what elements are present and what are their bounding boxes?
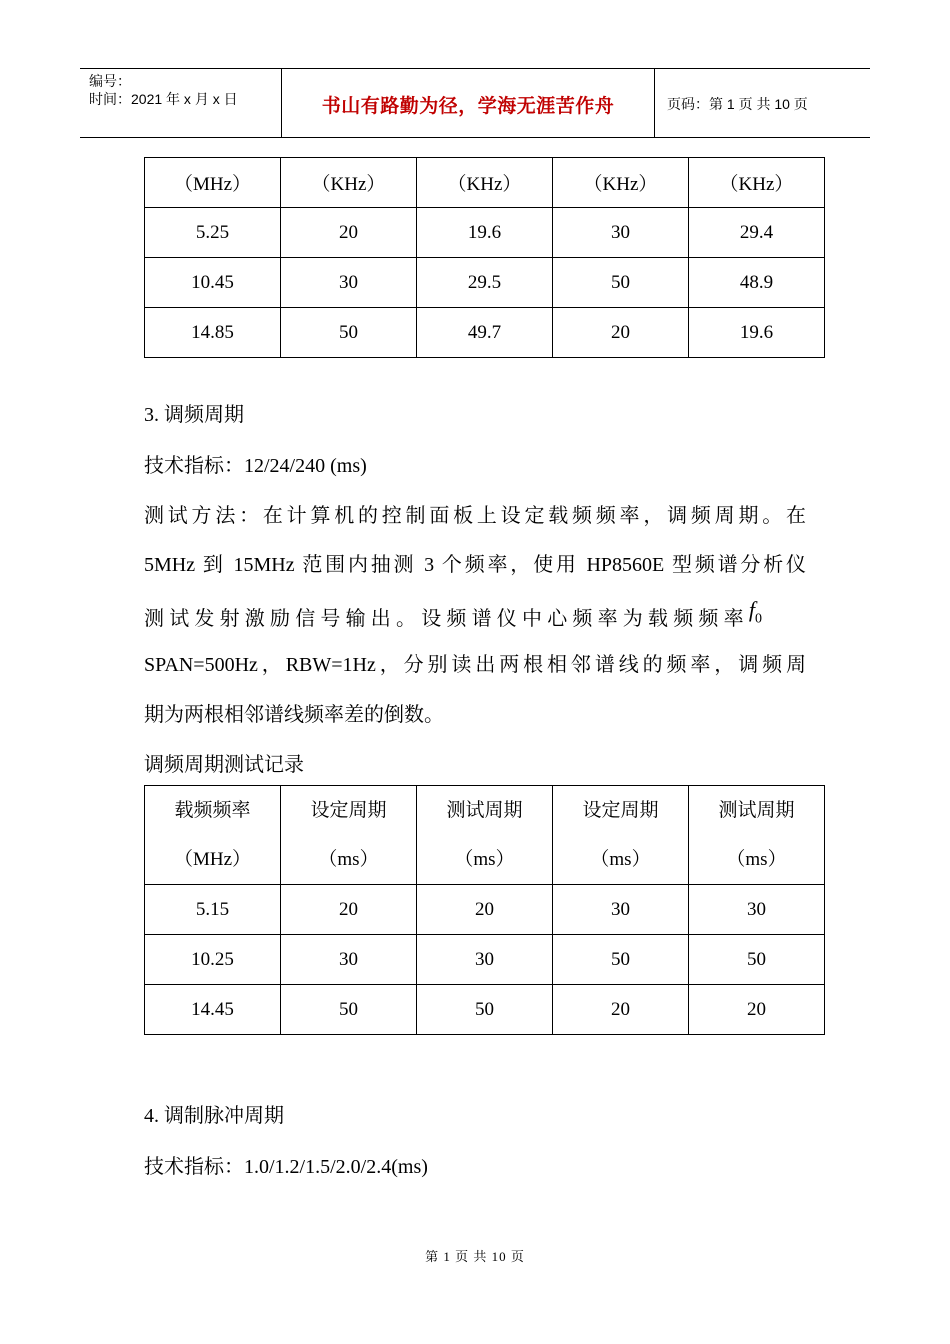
formula-symbol: f (748, 597, 755, 622)
table-cell: 29.5 (417, 258, 553, 308)
table-cell: 20 (553, 985, 689, 1035)
table-cell: 19.6 (689, 308, 825, 358)
table-cell: （KHz） (553, 158, 689, 208)
header-title: 设定周期 (310, 800, 387, 821)
table-cell: 20 (281, 208, 417, 258)
table-cell: 30 (553, 885, 689, 935)
header-unit: （MHz） (173, 849, 252, 870)
table-cell: （MHz） (145, 158, 281, 208)
table-cell: （KHz） (281, 158, 417, 208)
table-cell: 50 (281, 308, 417, 358)
table-cell: 50 (689, 935, 825, 985)
page-header (80, 68, 870, 138)
frequency-deviation-table (144, 157, 825, 358)
table-cell: 30 (281, 935, 417, 985)
method-line-4: SPAN=500Hz，RBW=1Hz，分别读出两根相邻谱线的频率，调频周 (144, 654, 806, 676)
table-row (145, 208, 825, 258)
section-3-spec: 技术指标：12/24/240 (ms) (144, 455, 367, 477)
table-cell: 50 (553, 258, 689, 308)
table-header-cell (417, 786, 553, 885)
doc-time-label: 时间：2021 年 x 月 x 日 (89, 91, 238, 107)
table-cell: 50 (281, 985, 417, 1035)
table-header-row (145, 158, 825, 208)
table-cell: 50 (553, 935, 689, 985)
header-title: 设定周期 (582, 800, 659, 821)
table-cell: 19.6 (417, 208, 553, 258)
section-3-heading: 3. 调频周期 (144, 404, 244, 426)
table-row (145, 885, 825, 935)
table-cell: 30 (689, 885, 825, 935)
formula-subscript: 0 (754, 611, 762, 627)
table-cell: 50 (417, 985, 553, 1035)
table-row (145, 935, 825, 985)
table-row (145, 258, 825, 308)
header-motto-cell (281, 69, 655, 137)
header-page-cell (655, 69, 870, 137)
header-meta-cell (80, 69, 281, 137)
page-footer: 第 1 页 共 10 页 (425, 1249, 525, 1264)
fm-period-test-table (144, 785, 825, 1035)
table-cell: 10.45 (145, 258, 281, 308)
header-unit: （ms） (726, 849, 787, 870)
header-title: 测试周期 (446, 800, 523, 821)
section-4-heading: 4. 调制脉冲周期 (144, 1105, 284, 1127)
section-4-spec: 技术指标：1.0/1.2/1.5/2.0/2.4(ms) (144, 1156, 428, 1178)
table-header-cell (553, 786, 689, 885)
table-cell: 30 (417, 935, 553, 985)
table-cell: （KHz） (417, 158, 553, 208)
table-header-cell (145, 786, 281, 885)
table-cell: 5.15 (145, 885, 281, 935)
table-cell: 49.7 (417, 308, 553, 358)
method-line-3-wrap (144, 597, 806, 635)
table-header-row (145, 786, 825, 885)
header-page-info: 页码：第 1 页 共 10 页 (667, 96, 808, 112)
header-motto: 书山有路勤为径，学海无涯苦作舟 (321, 95, 615, 117)
table-header-cell (281, 786, 417, 885)
header-unit: （ms） (318, 849, 379, 870)
table-header-cell (689, 786, 825, 885)
header-unit: （ms） (454, 849, 515, 870)
doc-number-label: 编号： (89, 73, 131, 89)
table-cell: 20 (553, 308, 689, 358)
table-cell: （KHz） (689, 158, 825, 208)
table-cell: 20 (417, 885, 553, 935)
formula-f0 (748, 597, 762, 627)
table-row (145, 985, 825, 1035)
table-cell: 10.25 (145, 935, 281, 985)
table-cell: 5.25 (145, 208, 281, 258)
table-caption: 调频周期测试记录 (144, 754, 304, 776)
method-line-2: 5MHz 到 15MHz 范围内抽测 3 个频率，使用 HP8560E 型频谱分析仪 (144, 554, 806, 576)
table-cell: 48.9 (689, 258, 825, 308)
table-cell: 29.4 (689, 208, 825, 258)
table-cell: 20 (689, 985, 825, 1035)
method-line-3: 测试发射激励信号输出。设频谱仪中心频率为载频频率 (144, 608, 749, 630)
table-cell: 20 (281, 885, 417, 935)
header-title: 测试周期 (718, 800, 795, 821)
header-unit: （ms） (590, 849, 651, 870)
table-row (145, 308, 825, 358)
table-cell: 14.45 (145, 985, 281, 1035)
header-title: 载频频率 (174, 800, 251, 821)
table-cell: 30 (281, 258, 417, 308)
table-cell: 30 (553, 208, 689, 258)
method-line-5: 期为两根相邻谱线频率差的倒数。 (144, 704, 444, 726)
table-cell: 14.85 (145, 308, 281, 358)
method-line-1: 测试方法：在计算机的控制面板上设定载频频率，调频周期。在 (144, 505, 806, 527)
